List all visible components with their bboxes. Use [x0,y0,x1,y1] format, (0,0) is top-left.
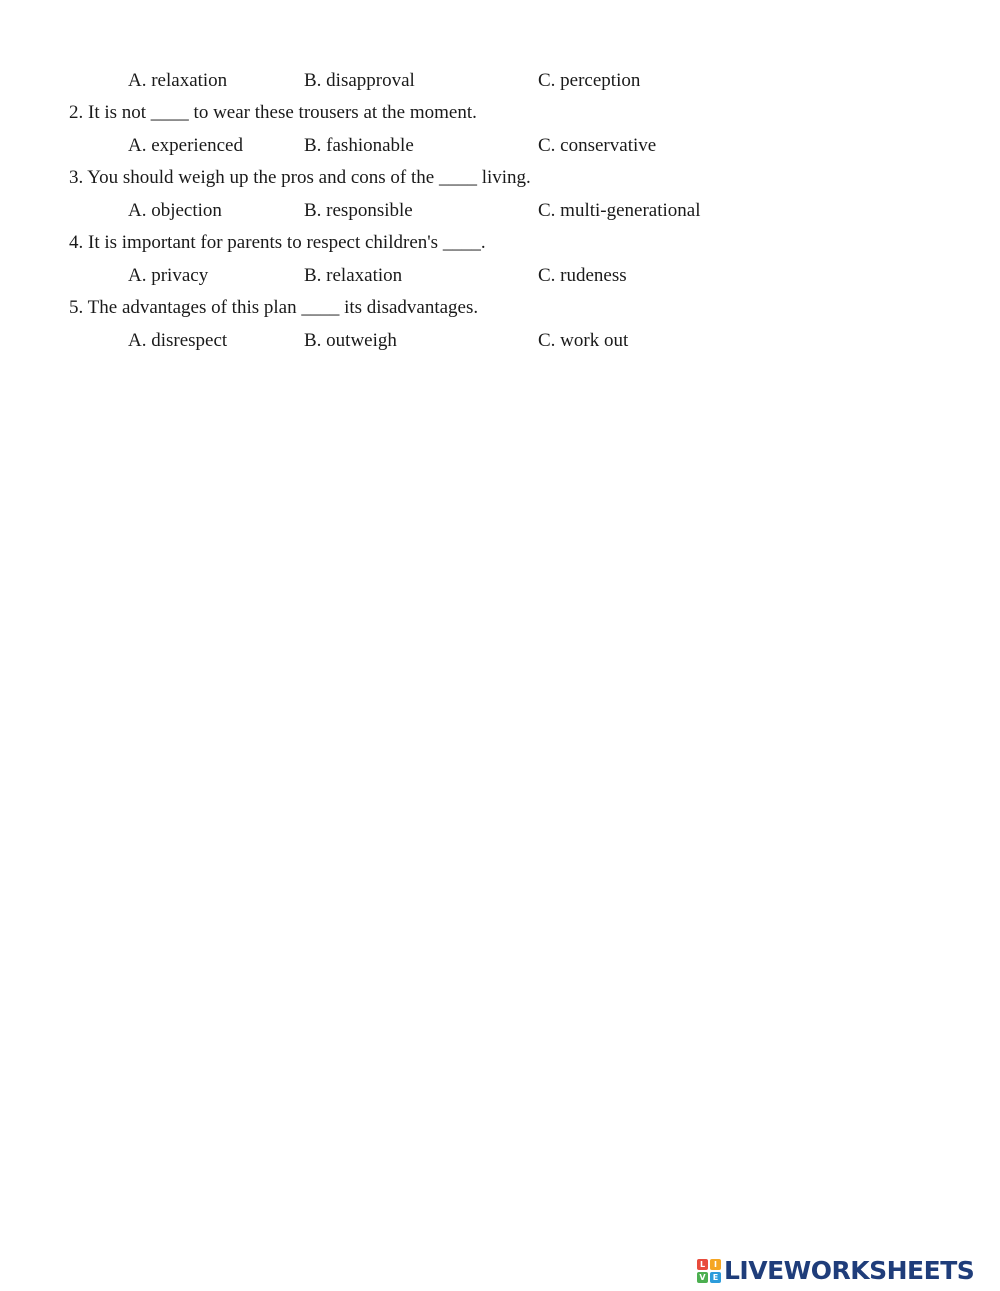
option-a[interactable]: A. experienced [128,135,243,156]
option-c[interactable]: C. multi-generational [538,200,701,221]
options-row-2 [0,132,1000,160]
question-text: 3. You should weigh up the pros and cons of the ____ living. [69,167,531,188]
options-row-3 [0,197,1000,225]
question-4 [0,229,1000,257]
question-text: 4. It is important for parents to respect children's ____. [69,232,486,253]
option-c[interactable]: C. perception [538,70,641,91]
options-row-5 [0,327,1000,355]
question-text: 5. The advantages of this plan ____ its disadvantages. [69,297,479,318]
option-b[interactable]: B. relaxation [304,265,403,286]
logo-block-i: I [710,1259,721,1270]
option-c[interactable]: C. conservative [538,135,657,156]
liveworksheets-logo [697,1256,974,1286]
question-3 [0,164,1000,192]
option-b[interactable]: B. fashionable [304,135,414,156]
option-a[interactable]: A. relaxation [128,70,228,91]
option-c[interactable]: C. work out [538,330,629,351]
option-a[interactable]: A. objection [128,200,222,221]
option-a[interactable]: A. disrespect [128,330,228,351]
logo-block-v: V [697,1272,708,1283]
question-2 [0,99,1000,127]
option-b[interactable]: B. responsible [304,200,413,221]
logo-blocks-icon [697,1259,721,1283]
option-a[interactable]: A. privacy [128,265,209,286]
logo-block-l: L [697,1259,708,1270]
option-b[interactable]: B. disapproval [304,70,415,91]
option-b[interactable]: B. outweigh [304,330,397,351]
option-c[interactable]: C. rudeness [538,265,627,286]
options-row-4 [0,262,1000,290]
question-text: 2. It is not ____ to wear these trousers at the moment. [69,102,477,123]
logo-text: LIVEWORKSHEETS [724,1256,975,1285]
logo-block-e: E [710,1272,721,1283]
options-row-1 [0,67,1000,95]
question-5 [0,294,1000,322]
